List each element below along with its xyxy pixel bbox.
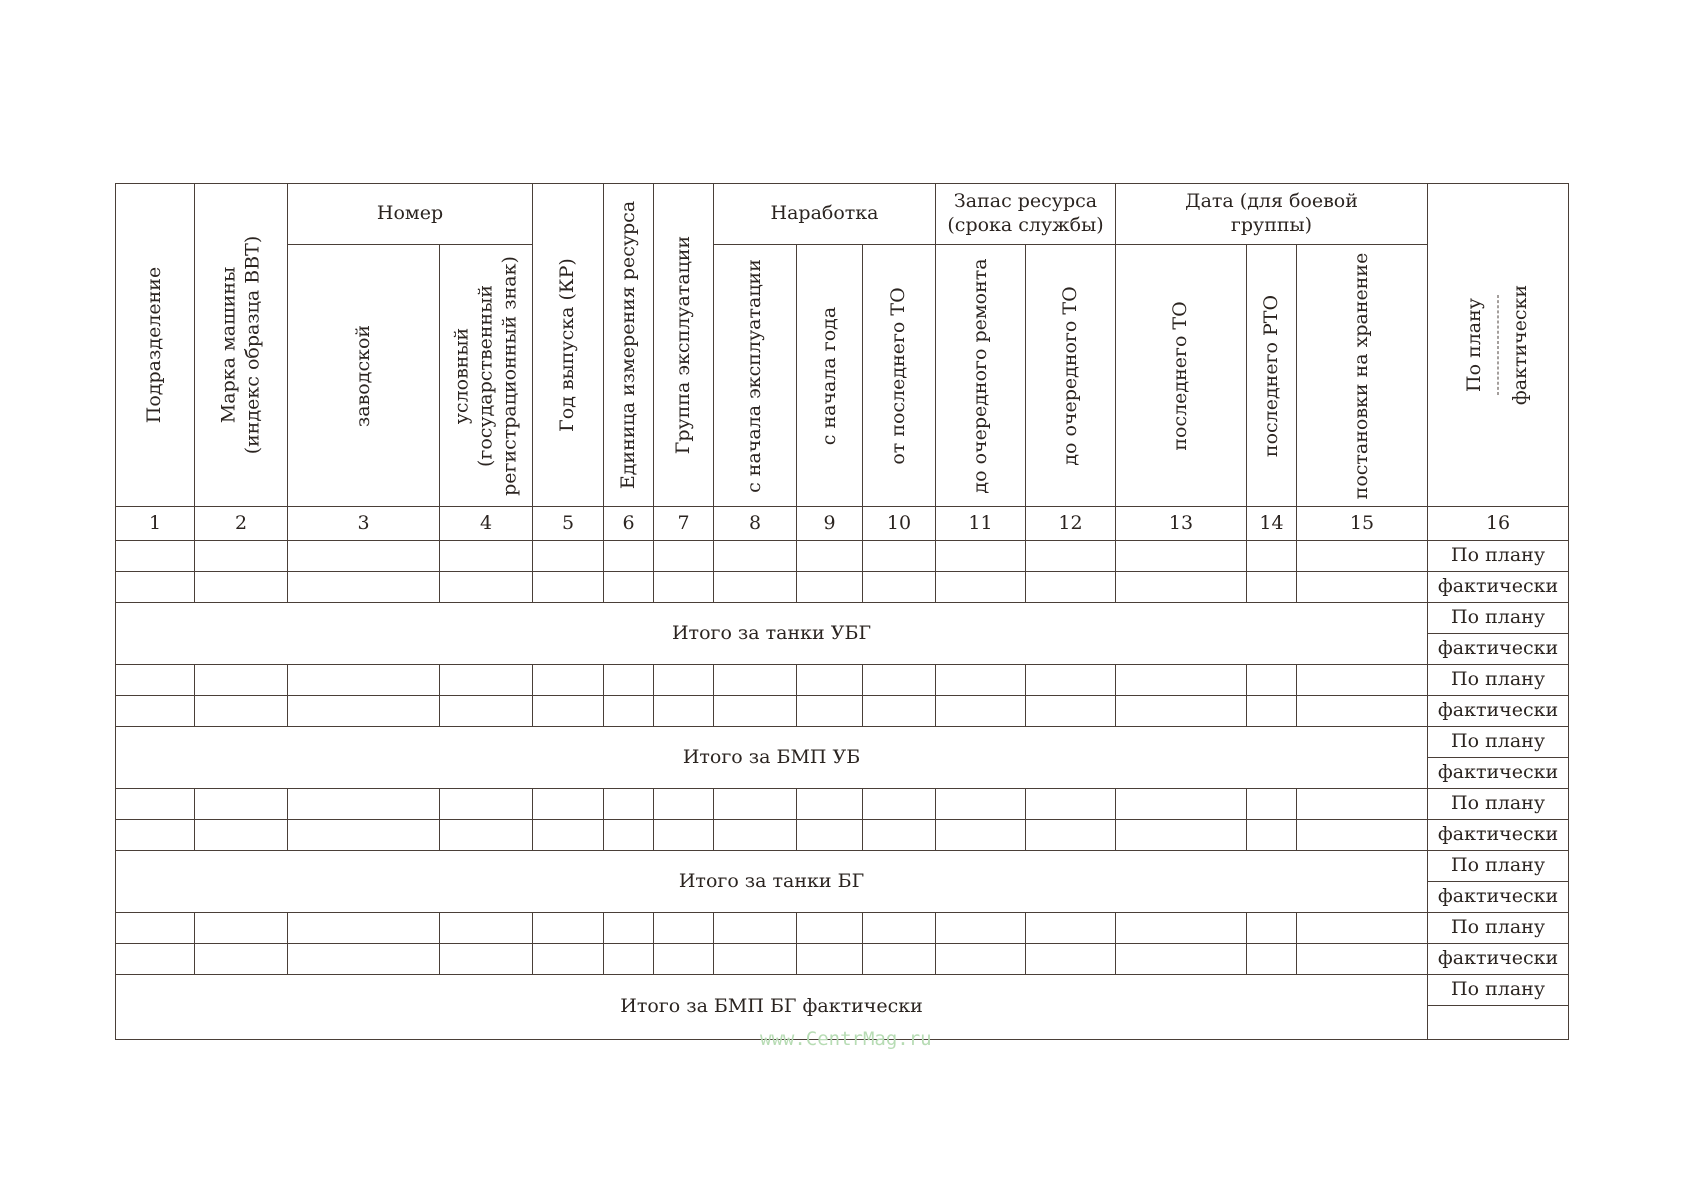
label-fakticheski: фактически: [1428, 634, 1569, 665]
data-cell[interactable]: [440, 665, 533, 696]
data-cell[interactable]: [863, 572, 936, 603]
table-row: [116, 541, 1569, 572]
header-uslovny: условный (государственный регистрационный знак): [440, 245, 533, 507]
data-cell[interactable]: [714, 944, 797, 975]
data-cell[interactable]: [797, 665, 863, 696]
header-gruppa: Группа эксплуатации: [654, 184, 714, 507]
data-cell[interactable]: [195, 572, 288, 603]
data-cell[interactable]: [116, 696, 195, 727]
table-row: [116, 820, 1569, 851]
data-cell[interactable]: [604, 541, 654, 572]
data-cell[interactable]: [1297, 789, 1428, 820]
data-cell[interactable]: [1247, 913, 1297, 944]
data-cell[interactable]: [116, 944, 195, 975]
data-cell[interactable]: [1297, 572, 1428, 603]
data-cell[interactable]: [1026, 789, 1116, 820]
data-cell[interactable]: [116, 789, 195, 820]
col-number: 5: [533, 507, 604, 541]
label-fakticheski: фактически: [1428, 758, 1569, 789]
header-data: Дата (для боевой группы): [1116, 184, 1428, 245]
data-cell[interactable]: [936, 913, 1026, 944]
data-cell[interactable]: [714, 913, 797, 944]
data-cell[interactable]: [1026, 541, 1116, 572]
data-cell[interactable]: [936, 789, 1026, 820]
label-fakticheski: фактически: [1428, 820, 1569, 851]
data-cell[interactable]: [1247, 944, 1297, 975]
data-cell[interactable]: [604, 789, 654, 820]
col-number: 8: [714, 507, 797, 541]
total-tanks-ubg: Итого за танки УБГ: [116, 603, 1428, 665]
label-po-planu: По плану: [1428, 603, 1569, 634]
table-row: [116, 665, 1569, 696]
data-cell[interactable]: [1116, 665, 1247, 696]
data-cell[interactable]: [195, 789, 288, 820]
data-cell[interactable]: [440, 572, 533, 603]
data-cell[interactable]: [195, 820, 288, 851]
data-cell[interactable]: [797, 913, 863, 944]
data-cell[interactable]: [1247, 789, 1297, 820]
data-cell[interactable]: [533, 913, 604, 944]
data-cell[interactable]: [1116, 572, 1247, 603]
data-cell[interactable]: [1026, 572, 1116, 603]
label-po-planu: По плану: [1428, 975, 1569, 1006]
data-cell[interactable]: [195, 665, 288, 696]
label-fakticheski: фактически: [1428, 572, 1569, 603]
data-cell[interactable]: [1116, 820, 1247, 851]
data-cell[interactable]: [195, 913, 288, 944]
data-cell[interactable]: [604, 665, 654, 696]
data-cell[interactable]: [1297, 944, 1428, 975]
data-cell[interactable]: [533, 696, 604, 727]
data-cell[interactable]: [654, 789, 714, 820]
watermark: www.CentrMag.ru: [760, 1028, 932, 1050]
data-cell[interactable]: [288, 696, 440, 727]
data-cell[interactable]: [288, 789, 440, 820]
label-fakticheski: фактически: [1428, 944, 1569, 975]
total-row: [116, 727, 1569, 758]
data-cell[interactable]: [797, 944, 863, 975]
data-cell[interactable]: [440, 913, 533, 944]
label-po-planu: По плану: [1428, 727, 1569, 758]
data-cell[interactable]: [1297, 541, 1428, 572]
col-number: 2: [195, 507, 288, 541]
header-zapas: Запас ресурса (срока службы): [936, 184, 1116, 245]
data-cell[interactable]: [863, 665, 936, 696]
data-cell[interactable]: [195, 944, 288, 975]
data-cell[interactable]: [1116, 696, 1247, 727]
data-cell[interactable]: [288, 944, 440, 975]
data-cell[interactable]: [533, 541, 604, 572]
col-number: 10: [863, 507, 936, 541]
data-cell[interactable]: [1026, 944, 1116, 975]
data-cell[interactable]: [936, 665, 1026, 696]
data-cell[interactable]: [288, 820, 440, 851]
data-cell[interactable]: [195, 541, 288, 572]
header-do-remonta: до очередного ремонта: [936, 245, 1026, 507]
data-cell[interactable]: [714, 541, 797, 572]
data-cell[interactable]: [863, 944, 936, 975]
data-cell[interactable]: [936, 572, 1026, 603]
label-po-planu: По плану: [1428, 541, 1569, 572]
data-cell[interactable]: [863, 696, 936, 727]
data-cell[interactable]: [440, 944, 533, 975]
data-cell[interactable]: [440, 820, 533, 851]
data-cell[interactable]: [863, 541, 936, 572]
label-po-planu: По плану: [1428, 851, 1569, 882]
data-cell[interactable]: [863, 789, 936, 820]
col-number: 15: [1297, 507, 1428, 541]
header-posl-rto: последнего РТО: [1247, 245, 1297, 507]
data-cell[interactable]: [533, 572, 604, 603]
data-cell[interactable]: [116, 541, 195, 572]
data-cell[interactable]: [1247, 541, 1297, 572]
data-cell[interactable]: [1297, 913, 1428, 944]
data-cell[interactable]: [1026, 820, 1116, 851]
data-cell[interactable]: [1026, 665, 1116, 696]
data-cell[interactable]: [714, 665, 797, 696]
data-cell[interactable]: [195, 696, 288, 727]
data-cell[interactable]: [1247, 696, 1297, 727]
header-posl-to: последнего ТО: [1116, 245, 1247, 507]
data-cell[interactable]: [288, 665, 440, 696]
total-bmp-ub: Итого за БМП УБ: [116, 727, 1428, 789]
header-fakticheski: фактически: [1509, 284, 1532, 406]
header-narabotka: Наработка: [714, 184, 936, 245]
total-bmp-bg: Итого за БМП БГ фактически: [116, 975, 1428, 1040]
data-cell[interactable]: [1116, 541, 1247, 572]
data-cell[interactable]: [440, 789, 533, 820]
data-cell[interactable]: [654, 913, 714, 944]
data-cell[interactable]: [654, 665, 714, 696]
column-numbers-row: [116, 507, 1569, 541]
data-cell[interactable]: [1026, 696, 1116, 727]
dashed-divider: [1498, 295, 1499, 395]
col-number: 1: [116, 507, 195, 541]
table-row: [116, 913, 1569, 944]
data-cell[interactable]: [604, 696, 654, 727]
data-cell[interactable]: [654, 572, 714, 603]
label-po-planu: По плану: [1428, 665, 1569, 696]
header-do-to: до очередного ТО: [1026, 245, 1116, 507]
header-god: Год выпуска (КР): [533, 184, 604, 507]
data-cell[interactable]: [533, 944, 604, 975]
header-marka: Марка машины (индекс образца ВВТ): [195, 184, 288, 507]
label-po-planu: По плану: [1428, 789, 1569, 820]
label-fakticheski: фактически: [1428, 696, 1569, 727]
col-number: 4: [440, 507, 533, 541]
data-cell[interactable]: [116, 665, 195, 696]
col-number: 14: [1247, 507, 1297, 541]
label-fakticheski: фактически: [1428, 882, 1569, 913]
total-row: [116, 975, 1569, 1006]
table-row: [116, 944, 1569, 975]
total-row: [116, 603, 1569, 634]
col-number: 11: [936, 507, 1026, 541]
data-cell[interactable]: [797, 789, 863, 820]
col-number: 13: [1116, 507, 1247, 541]
data-cell[interactable]: [1116, 913, 1247, 944]
data-cell[interactable]: [1297, 820, 1428, 851]
header-plan-fact: [1428, 184, 1569, 507]
header-postanovki: постановки на хранение: [1297, 245, 1428, 507]
data-cell[interactable]: [1297, 665, 1428, 696]
data-cell[interactable]: [116, 913, 195, 944]
data-cell[interactable]: [604, 820, 654, 851]
header-po-planu: По плану: [1463, 298, 1486, 392]
data-cell[interactable]: [863, 913, 936, 944]
data-cell[interactable]: [604, 572, 654, 603]
table-row: [116, 789, 1569, 820]
data-cell[interactable]: [116, 820, 195, 851]
col-number: 12: [1026, 507, 1116, 541]
header-s-nachala-ekspl: с начала эксплуатации: [714, 245, 797, 507]
total-tanks-bg: Итого за танки БГ: [116, 851, 1428, 913]
col-number: 6: [604, 507, 654, 541]
data-cell[interactable]: [654, 820, 714, 851]
table-row: [116, 572, 1569, 603]
data-cell[interactable]: [797, 572, 863, 603]
data-cell[interactable]: [288, 541, 440, 572]
data-cell[interactable]: [604, 913, 654, 944]
data-cell[interactable]: [936, 696, 1026, 727]
label-po-planu: По плану: [1428, 913, 1569, 944]
header-ot-poslednego-to: от последнего ТО: [863, 245, 936, 507]
data-cell[interactable]: [116, 572, 195, 603]
data-cell[interactable]: [714, 789, 797, 820]
header-edinica: Единица измерения ресурса: [604, 184, 654, 507]
data-cell[interactable]: [797, 820, 863, 851]
data-cell[interactable]: [533, 820, 604, 851]
data-cell[interactable]: [1247, 820, 1297, 851]
data-cell[interactable]: [714, 820, 797, 851]
data-cell[interactable]: [714, 696, 797, 727]
data-cell[interactable]: [288, 572, 440, 603]
data-cell[interactable]: [654, 696, 714, 727]
header-podrazdelenie: Подразделение: [116, 184, 195, 507]
total-row: [116, 851, 1569, 882]
data-cell[interactable]: [533, 789, 604, 820]
data-cell[interactable]: [654, 541, 714, 572]
header-s-nachala-goda: с начала года: [797, 245, 863, 507]
col-number: 9: [797, 507, 863, 541]
col-number: 7: [654, 507, 714, 541]
data-cell[interactable]: [936, 944, 1026, 975]
data-cell[interactable]: [863, 820, 936, 851]
data-cell[interactable]: [1116, 789, 1247, 820]
table-row: [116, 696, 1569, 727]
data-cell[interactable]: [440, 696, 533, 727]
data-cell[interactable]: [1247, 665, 1297, 696]
header-zavodskoy: заводской: [288, 245, 440, 507]
data-cell[interactable]: [654, 944, 714, 975]
data-cell[interactable]: [936, 541, 1026, 572]
col-number: 16: [1428, 507, 1569, 541]
header-nomer: Номер: [288, 184, 533, 245]
data-cell[interactable]: [288, 913, 440, 944]
data-cell[interactable]: [797, 696, 863, 727]
data-cell[interactable]: [797, 541, 863, 572]
data-cell[interactable]: [533, 665, 604, 696]
data-cell[interactable]: [1247, 572, 1297, 603]
data-cell[interactable]: [1297, 696, 1428, 727]
data-cell[interactable]: [936, 820, 1026, 851]
data-cell[interactable]: [1116, 944, 1247, 975]
resource-accounting-table: [115, 183, 1569, 1040]
col-number: 3: [288, 507, 440, 541]
data-cell[interactable]: [714, 572, 797, 603]
data-cell[interactable]: [604, 944, 654, 975]
data-cell[interactable]: [1026, 913, 1116, 944]
data-cell[interactable]: [1428, 1006, 1569, 1040]
data-cell[interactable]: [440, 541, 533, 572]
